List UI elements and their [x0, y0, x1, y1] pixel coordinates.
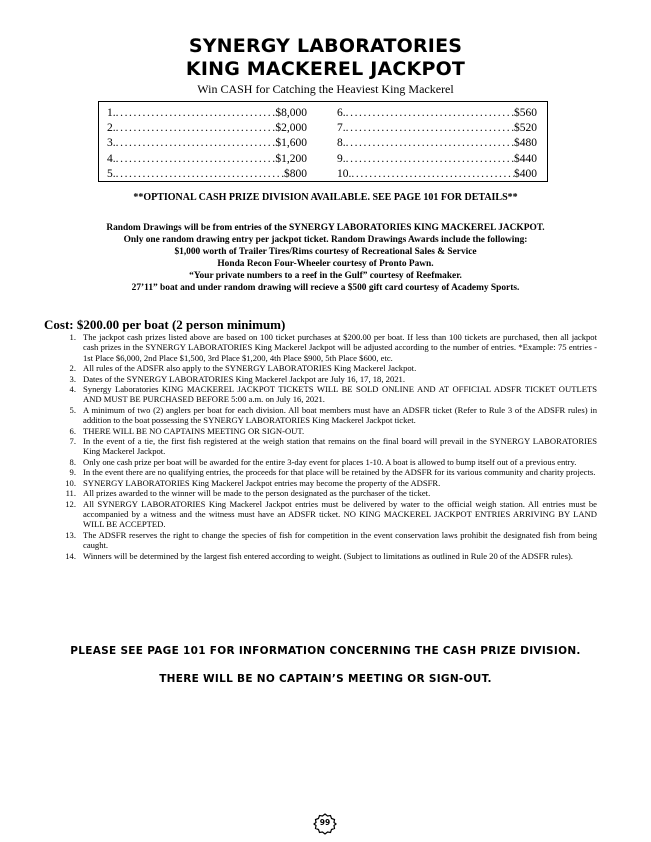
prize-row [337, 152, 537, 167]
rule-number: 6. [69, 425, 76, 436]
prize-row [337, 136, 537, 151]
prize-amount: $1,200 [275, 152, 307, 165]
prize-place: 8. [337, 137, 346, 150]
page-subtitle: Win CASH for Catching the Heaviest King Mackerel [197, 82, 454, 96]
prize-place: 5. [107, 167, 116, 180]
rule-text: Synergy Laboratories KING MACKEREL JACKPOT TICKETS WILL BE SOLD ONLINE AND AT OFFICIAL ADSFR TICKET OUTLETS AND MUST BE PURCHASED BEFORE 5:00 a.m. on July 16, 2021. [83, 384, 597, 405]
rule-item [56, 488, 597, 498]
prize-place: 4. [107, 152, 116, 165]
prize-amount: $560 [514, 107, 537, 119]
prize-row [107, 136, 307, 151]
rule-number: 4. [69, 384, 76, 395]
page-number-badge [313, 813, 337, 835]
rule-number: 13. [65, 529, 76, 540]
rule-text: SYNERGY LABORATORIES King Mackerel Jackpot entries may become the property of the ADSFR. [83, 477, 441, 488]
drawings-line: $1,000 worth of Trailer Tires/Rims courtesy of Recreational Sales & Service [174, 247, 477, 257]
rule-number: 10. [65, 477, 76, 488]
drawings-line: 27’11” boat and under random drawing will recieve a $500 gift card courtesy of Academy Sports. [131, 283, 520, 293]
prize-row [107, 167, 307, 182]
rule-item [56, 332, 597, 363]
rule-text: Dates of the SYNERGY LABORATORIES King Mackerel Jackpot are July 16, 17, 18, 2021. [83, 373, 405, 384]
rule-item [56, 457, 597, 467]
rule-text: In the event there are no qualifying entries, the proceeds for that place will be retained by the ADSFR for its various community and charity projects. [83, 467, 596, 478]
rule-item [56, 551, 597, 561]
optional-prize-note: **OPTIONAL CASH PRIZE DIVISION AVAILABLE. SEE PAGE 101 FOR DETAILS** [133, 192, 518, 203]
prize-amount: $480 [514, 137, 537, 150]
page-title-line2: KING MACKEREL JACKPOT [185, 58, 466, 80]
prize-place: 10. [337, 167, 352, 180]
prize-amount: $8,000 [275, 107, 307, 119]
random-drawings-section [0, 222, 651, 294]
prize-place: 6. [337, 107, 346, 119]
rule-number: 7. [69, 436, 76, 447]
prize-amount: $400 [514, 167, 537, 180]
prize-place: 3. [107, 137, 116, 150]
rule-number: 12. [65, 498, 76, 509]
prize-column-left [107, 106, 307, 182]
rule-item [56, 405, 597, 426]
prize-row [107, 121, 307, 136]
rule-text: All rules of the ADSFR also apply to the SYNERGY LABORATORIES King Mackerel Jackpot. [83, 363, 417, 374]
rule-text: Only one cash prize per boat will be awarded for the entire 3-day event for places 1-10. A boat is allowed to bump itself out of a previous entry. [83, 456, 577, 467]
drawings-line: “Your private numbers to a reef in the Gulf” courtesy of Reefmaker. [189, 271, 462, 281]
prize-amount: $520 [514, 122, 537, 135]
prize-place: 1. [107, 107, 116, 119]
rule-text: Winners will be determined by the largest fish entered according to weight. (Subject to limitations as outlined in Rule 20 of the ADSFR rules). [83, 550, 573, 561]
prize-amount: $440 [514, 152, 537, 165]
drawings-line: Only one random drawing entry per jackpot ticket. Random Drawings Awards include the following: [123, 235, 528, 245]
cash-division-notice: PLEASE SEE PAGE 101 FOR INFORMATION CONCERNING THE CASH PRIZE DIVISION. [70, 645, 581, 657]
page-number: 99 [319, 818, 331, 827]
rule-item [56, 499, 597, 530]
no-meeting-notice: THERE WILL BE NO CAPTAIN’S MEETING OR SIGN-OUT. [159, 673, 492, 685]
rule-number: 11. [65, 488, 76, 499]
prize-place: 7. [337, 122, 346, 135]
rules-list [56, 332, 597, 561]
drawings-line: Random Drawings will be from entries of the SYNERGY LABORATORIES KING MACKEREL JACKPOT. [106, 223, 545, 233]
rule-text: A minimum of two (2) anglers per boat for each division. All boat members must have an ADSFR ticket (Refer to Rule 3 of the ADSFR rules) in addition to the boat possessing the SYNERGY LABORATORIES King Mackerel Jackpot ticket. [83, 404, 597, 426]
prize-row [337, 121, 537, 136]
rule-number: 5. [69, 404, 76, 415]
prize-table [98, 101, 548, 182]
rule-text: In the event of a tie, the first fish registered at the weigh station that remains on the final board will prevail in the SYNERGY LABORATORIES King Mackerel Jackpot. [83, 436, 597, 457]
rule-number: 2. [69, 363, 76, 374]
rule-number: 3. [69, 373, 76, 384]
prize-place: 2. [107, 122, 116, 135]
prize-row [107, 152, 307, 167]
rule-text: All prizes awarded to the winner will be made to the person designated as the purchaser of the ticket. [83, 488, 431, 499]
rule-item [56, 478, 597, 488]
rule-item [56, 530, 597, 551]
prize-amount: $1,600 [275, 137, 307, 150]
prize-amount: $2,000 [275, 122, 307, 135]
prize-place: 9. [337, 152, 346, 165]
rule-text: The jackpot cash prizes listed above are based on 100 ticket purchases at $200.00 per boat. If less than 100 tickets are purchased, then all jackpot cash prizes in the SYNERGY LABORATORIES King Mackerel Jackpot will be adjusted according to the number of entries. *Example: 75 entries - 1st Place $6,000, 2nd Place $1,500, 3rd Place $1,200, 4th Place $900, 5th Place $600, etc. [83, 332, 597, 363]
rule-item [56, 374, 597, 384]
page-title-line1: SYNERGY LABORATORIES [188, 35, 463, 57]
rule-item [56, 436, 597, 457]
rule-number: 9. [69, 467, 76, 478]
drawings-line: Honda Recon Four-Wheeler courtesy of Pronto Pawn. [217, 259, 434, 269]
rule-item [56, 467, 597, 477]
rule-item [56, 384, 597, 405]
rule-item [56, 363, 597, 373]
rule-item [56, 426, 597, 436]
cost-heading: Cost: $200.00 per boat (2 person minimum) [44, 317, 286, 332]
prize-column-right [337, 106, 537, 182]
prize-row [337, 106, 537, 121]
prize-row [107, 106, 307, 121]
rule-number: 1. [69, 332, 76, 342]
rule-number: 14. [65, 550, 76, 561]
rule-text: All SYNERGY LABORATORIES King Mackerel Jackpot entries must be delivered by water to the official weigh station. All entries must be accompanied by a witness and the witness must have an ADSFR ticket. NO KING MACKEREL JACKPOT ENTRIES ARRIVING BY LAND WILL BE ACCEPTED. [83, 498, 597, 530]
prize-row [337, 167, 537, 182]
prize-amount: $800 [284, 167, 307, 180]
rule-text: THERE WILL BE NO CAPTAINS MEETING OR SIGN-OUT. [83, 425, 305, 436]
rule-text: The ADSFR reserves the right to change the species of fish for competition in the event conservation laws prohibit the designated fish from being caught. [83, 529, 597, 551]
rule-number: 8. [69, 456, 76, 467]
